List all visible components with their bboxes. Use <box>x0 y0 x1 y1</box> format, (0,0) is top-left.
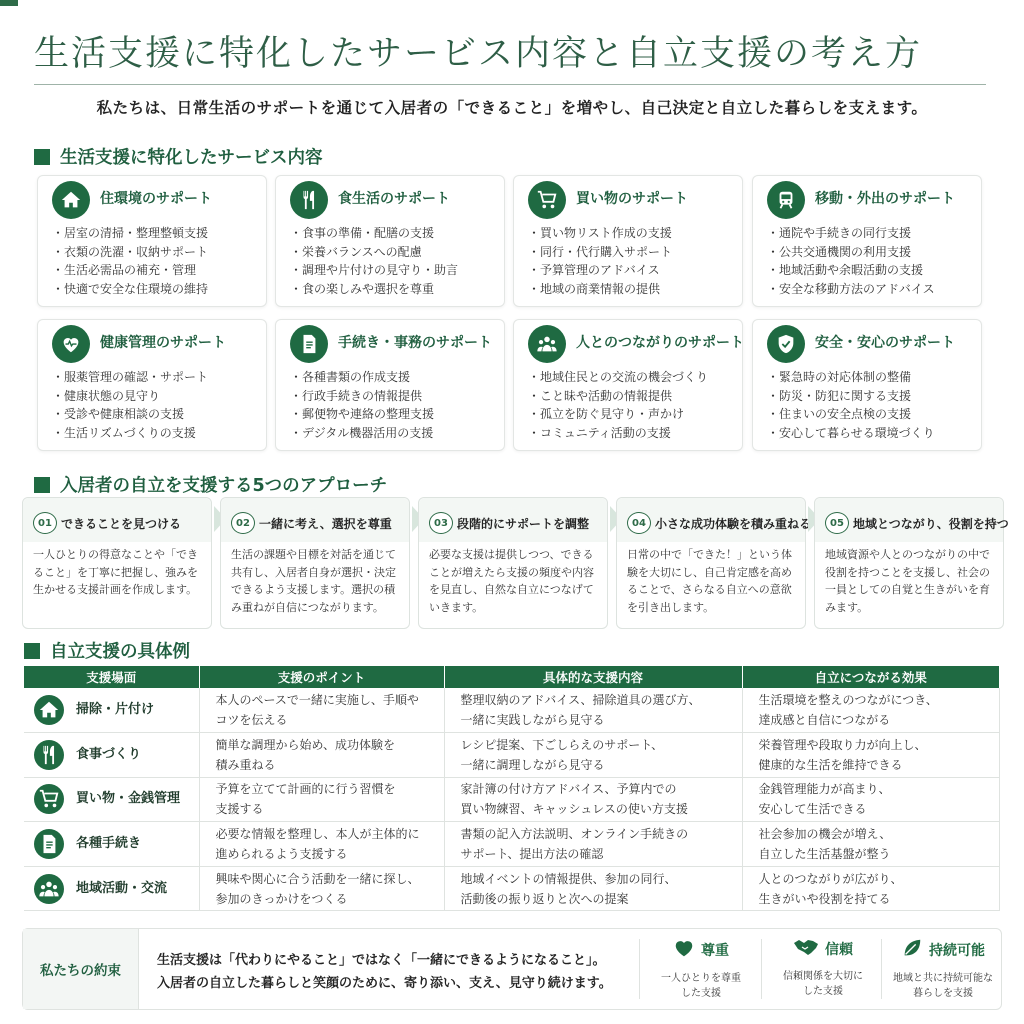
scene-label: 掃除・片付け <box>76 702 155 718</box>
cell-effect: 金銭管理能力が高まり、 安心して生活できる <box>742 777 1000 822</box>
services-heading-text: 生活支援に特化したサービス内容 <box>60 148 323 168</box>
handshake-icon <box>793 937 819 961</box>
table-row <box>24 688 1000 733</box>
service-card-title: 安全・安心のサポート <box>815 335 955 351</box>
approach-heading-text: 入居者の自立を支援する5つのアプローチ <box>60 476 388 496</box>
service-list-item: ・孤立を防ぐ見守り・声かけ <box>528 407 685 422</box>
service-card-list <box>528 368 708 442</box>
step-number-badge: 05 <box>825 512 849 534</box>
cell-scene <box>24 733 199 778</box>
cell-scene <box>24 688 199 733</box>
service-list-item: ・安全な移動方法のアドバイス <box>767 281 935 296</box>
value-title-row <box>885 937 1001 963</box>
scene-wrap <box>34 695 183 725</box>
approach-step <box>418 497 608 629</box>
service-list-item: ・快適で安全な住環境の維持 <box>52 281 209 296</box>
step-number-badge: 02 <box>231 512 255 534</box>
service-card-title: 健康管理のサポート <box>100 335 226 351</box>
cell-scene <box>24 866 199 911</box>
step-body: 地域資源や人とのつながりの中で役割を持つことを支援し、社会の一員としての自覚と生きがいを育みます。 <box>825 548 990 614</box>
service-card-title: 住環境のサポート <box>100 191 212 207</box>
heading-square <box>34 149 50 165</box>
service-list-item: ・公共交通機関の利用支援 <box>767 244 912 259</box>
value-title: 持続可能 <box>929 943 985 959</box>
service-list-item: ・緊急時の対応体制の整備 <box>767 370 912 384</box>
value-title-row <box>765 937 881 961</box>
service-card <box>513 175 743 307</box>
service-card <box>513 319 743 451</box>
col-header-point: 支援のポイント <box>199 666 444 688</box>
value-title: 信頼 <box>825 942 853 958</box>
service-card <box>752 319 982 451</box>
service-list-item: ・デジタル機器活用の支援 <box>290 425 434 440</box>
title-divider <box>34 84 986 85</box>
service-list-item: ・コミュニティ活動の支援 <box>528 425 671 440</box>
value-divider <box>761 939 762 999</box>
service-card-title: 手続き・事務のサポート <box>338 335 492 351</box>
service-list-item: ・行政手続きの情報提供 <box>290 388 423 403</box>
service-list-item: ・郵便物や連絡の整理支援 <box>290 407 435 422</box>
service-card-title: 食生活のサポート <box>338 191 450 207</box>
service-card-title: 人とのつながりのサポート <box>576 335 744 351</box>
service-list-item: ・栄養バランスへの配慮 <box>290 244 422 259</box>
service-list-item: ・地域の商業情報の提供 <box>528 281 661 296</box>
value-item <box>643 937 759 1003</box>
page-title: 生活支援に特化したサービス内容と自立支援の考え方 <box>34 34 923 74</box>
service-list-item: ・衣類の洗濯・収納サポート <box>52 244 209 259</box>
document-icon <box>290 325 328 363</box>
service-list-item: ・各種書類の作成支援 <box>290 370 411 384</box>
col-header-scene: 支援場面 <box>24 666 199 688</box>
table-row <box>24 866 1000 911</box>
corner-accent <box>0 0 18 6</box>
people-icon <box>34 874 64 904</box>
service-card-list <box>528 224 672 298</box>
step-title: できることを見つける <box>61 517 182 531</box>
cell-effect: 社会参加の機会が増え、 自立した生活基盤が整う <box>742 822 1000 867</box>
promise-text: 生活支援は「代わりにやること」ではなく「一緒にできるようになること」。 入居者の自立した暮らしと笑顔のために、寄り添い、支え、見守り続けます。 <box>157 953 612 991</box>
heading-square <box>24 643 40 659</box>
scene-label: 各種手続き <box>76 836 142 852</box>
service-card-title: 買い物のサポート <box>576 191 688 207</box>
promise-label: 私たちの約束 <box>23 929 139 1009</box>
col-header-content: 具体的な支援内容 <box>444 666 742 688</box>
service-list-item: ・住まいの安全点検の支援 <box>767 407 912 422</box>
value-subtitle: 信頼関係を大切に した支援 <box>783 971 863 997</box>
service-list-item: ・同行・代行購入サポート <box>528 244 673 259</box>
step-body: 生活の課題や目標を対話を通じて共有し、入居者自身が選択・決定できるよう支援します。選択の積み重ねが自信につながります。 <box>231 548 396 614</box>
step-body: 日常の中で「できた！」という体験を大切にし、自己肯定感を高めることで、さらなる自立への意欲を引き出します。 <box>627 548 792 614</box>
shield-icon <box>767 325 805 363</box>
fork-knife-icon <box>34 740 64 770</box>
approach-step <box>22 497 212 629</box>
heart-icon <box>52 325 90 363</box>
cell-content: レシピ提案、下ごしらえのサポート、 一緒に調理しながら見守る <box>444 733 742 778</box>
examples-heading <box>24 638 190 663</box>
cell-effect: 栄養管理や段取り力が向上し、 健康的な生活を維持できる <box>742 733 1000 778</box>
service-card-list <box>290 224 458 298</box>
value-title: 尊重 <box>701 943 729 959</box>
service-list-item: ・安心して暮らせる環境づくり <box>767 425 935 440</box>
scene-wrap <box>34 784 183 814</box>
cell-point: 予算を立てて計画的に行う習慣を 支援する <box>199 777 444 822</box>
approach-heading <box>34 472 387 497</box>
service-card <box>275 319 505 451</box>
heading-square <box>34 477 50 493</box>
col-header-effect: 自立につながる効果 <box>742 666 1000 688</box>
scene-wrap <box>34 874 183 904</box>
promise-box <box>22 928 1002 1010</box>
cell-content: 家計簿の付け方アドバイス、予算内での 買い物練習、キャッシュレスの使い方支援 <box>444 777 742 822</box>
approach-step <box>220 497 410 629</box>
value-item <box>765 937 881 1003</box>
service-list-item: ・食事の準備・配膳の支援 <box>290 226 435 240</box>
value-divider <box>881 939 882 999</box>
service-list-item: ・防災・防犯に関する支援 <box>767 388 912 403</box>
cell-point: 必要な情報を整理し、本人が主体的に 進められるよう支援する <box>199 822 444 867</box>
cell-content: 書類の記入方法説明、オンライン手続きの サポート、提出方法の確認 <box>444 822 742 867</box>
scene-wrap <box>34 740 183 770</box>
cell-scene <box>24 777 199 822</box>
service-list-item: ・地域住民との交流の機会づくり <box>528 370 709 384</box>
service-list-item: ・服薬管理の確認・サポート <box>52 370 209 384</box>
people-icon <box>528 325 566 363</box>
step-number-badge: 01 <box>33 512 57 534</box>
table-row <box>24 777 1000 822</box>
table-header-row <box>24 666 1000 688</box>
scene-wrap <box>34 829 183 859</box>
approach-step <box>814 497 1009 629</box>
cell-scene <box>24 822 199 867</box>
cell-effect: 生活環境を整えのつながにつき、 達成感と自信につながる <box>742 688 1000 733</box>
step-body: 必要な支援は提供しつつ、できることが増えたら支援の頻度や内容を見直し、自然な自立につなげていきます。 <box>429 548 594 614</box>
scene-label: 買い物・金銭管理 <box>76 791 181 807</box>
service-list-item: ・健康状態の見守り <box>52 388 161 403</box>
cell-content: 地域イベントの情報提供、参加の同行、 活動後の振り返りと次への提案 <box>444 866 742 911</box>
service-card-list <box>52 224 208 298</box>
service-card-list <box>767 368 935 442</box>
cell-point: 本人のペースで一緒に実施し、手順や コツを伝える <box>199 688 444 733</box>
value-subtitle: 地域と共に持続可能な 暮らしを支援 <box>893 973 993 999</box>
scene-label: 地域活動・交流 <box>76 880 168 896</box>
cell-effect: 人とのつながりが広がり、 生きがいや役割を持てる <box>742 866 1000 911</box>
fork-knife-icon <box>290 181 328 219</box>
service-list-item: ・通院や手続きの同行支援 <box>767 226 912 240</box>
document-icon <box>34 829 64 859</box>
service-list-item: ・受診や健康相談の支援 <box>52 407 185 422</box>
value-item <box>885 937 1001 1003</box>
house-icon <box>52 181 90 219</box>
page-subtitle: 私たちは、日常生活のサポートを通じて入居者の「できること」を増やし、自己決定と自立した暮らしを支えます。 <box>96 99 928 117</box>
step-title: 一緒に考え、選択を尊重 <box>259 517 392 531</box>
service-list-item: ・地域活動や余暇活動の支援 <box>767 263 924 278</box>
value-subtitle: 一人ひとりを尊重 した支援 <box>661 973 741 999</box>
services-heading <box>34 144 323 169</box>
cell-content: 整理収納のアドバイス、掃除道具の選び方、 一緒に実践しながら見守る <box>444 688 742 733</box>
service-list-item: ・調理や片付けの見守り・助言 <box>290 263 459 278</box>
table-row <box>24 733 1000 778</box>
table-row <box>24 822 1000 867</box>
service-card-list <box>290 368 434 442</box>
value-title-row <box>643 937 759 963</box>
step-number-badge: 03 <box>429 512 453 534</box>
cart-icon <box>34 784 64 814</box>
service-card-list <box>52 368 208 442</box>
examples-heading-text: 自立支援の具体例 <box>50 642 190 662</box>
scene-label: 食事づくり <box>76 746 142 762</box>
cell-point: 興味や関心に合う活動を一緒に探し、 参加のきっかけをつくる <box>199 866 444 911</box>
step-body: 一人ひとりの得意なことや「できること」を丁寧に把握し、強みを生かせる支援計画を作成します。 <box>33 548 198 596</box>
service-list-item: ・居室の清掃・整理整頓支援 <box>52 226 209 240</box>
cell-point: 簡単な調理から始め、成功体験を 積み重ねる <box>199 733 444 778</box>
step-title: 地域とつながり、役割を持つ <box>853 517 1009 531</box>
step-number-badge: 04 <box>627 512 651 534</box>
service-card <box>37 175 267 307</box>
service-list-item: ・生活必需品の補充・管理 <box>52 263 197 278</box>
house-icon <box>34 695 64 725</box>
service-list-item: ・予算管理のアドバイス <box>528 263 660 278</box>
service-card-title: 移動・外出のサポート <box>815 191 955 207</box>
train-icon <box>767 181 805 219</box>
service-card <box>37 319 267 451</box>
heart-icon <box>673 937 695 963</box>
step-title: 小さな成功体験を積み重ねる <box>655 517 812 531</box>
examples-table <box>24 666 1000 911</box>
service-card <box>752 175 982 307</box>
service-list-item: ・こと昧や活動の情報提供 <box>528 388 673 403</box>
approach-step <box>616 497 812 629</box>
service-list-item: ・生活リズムづくりの支援 <box>52 425 196 440</box>
step-title: 段階的にサポートを調整 <box>457 517 590 531</box>
service-card-list <box>767 224 935 298</box>
leaf-icon <box>901 937 923 963</box>
service-list-item: ・食の楽しみや選択を尊重 <box>290 281 435 296</box>
value-divider <box>639 939 640 999</box>
service-card <box>275 175 505 307</box>
cart-icon <box>528 181 566 219</box>
service-list-item: ・買い物リスト作成の支援 <box>528 226 672 240</box>
